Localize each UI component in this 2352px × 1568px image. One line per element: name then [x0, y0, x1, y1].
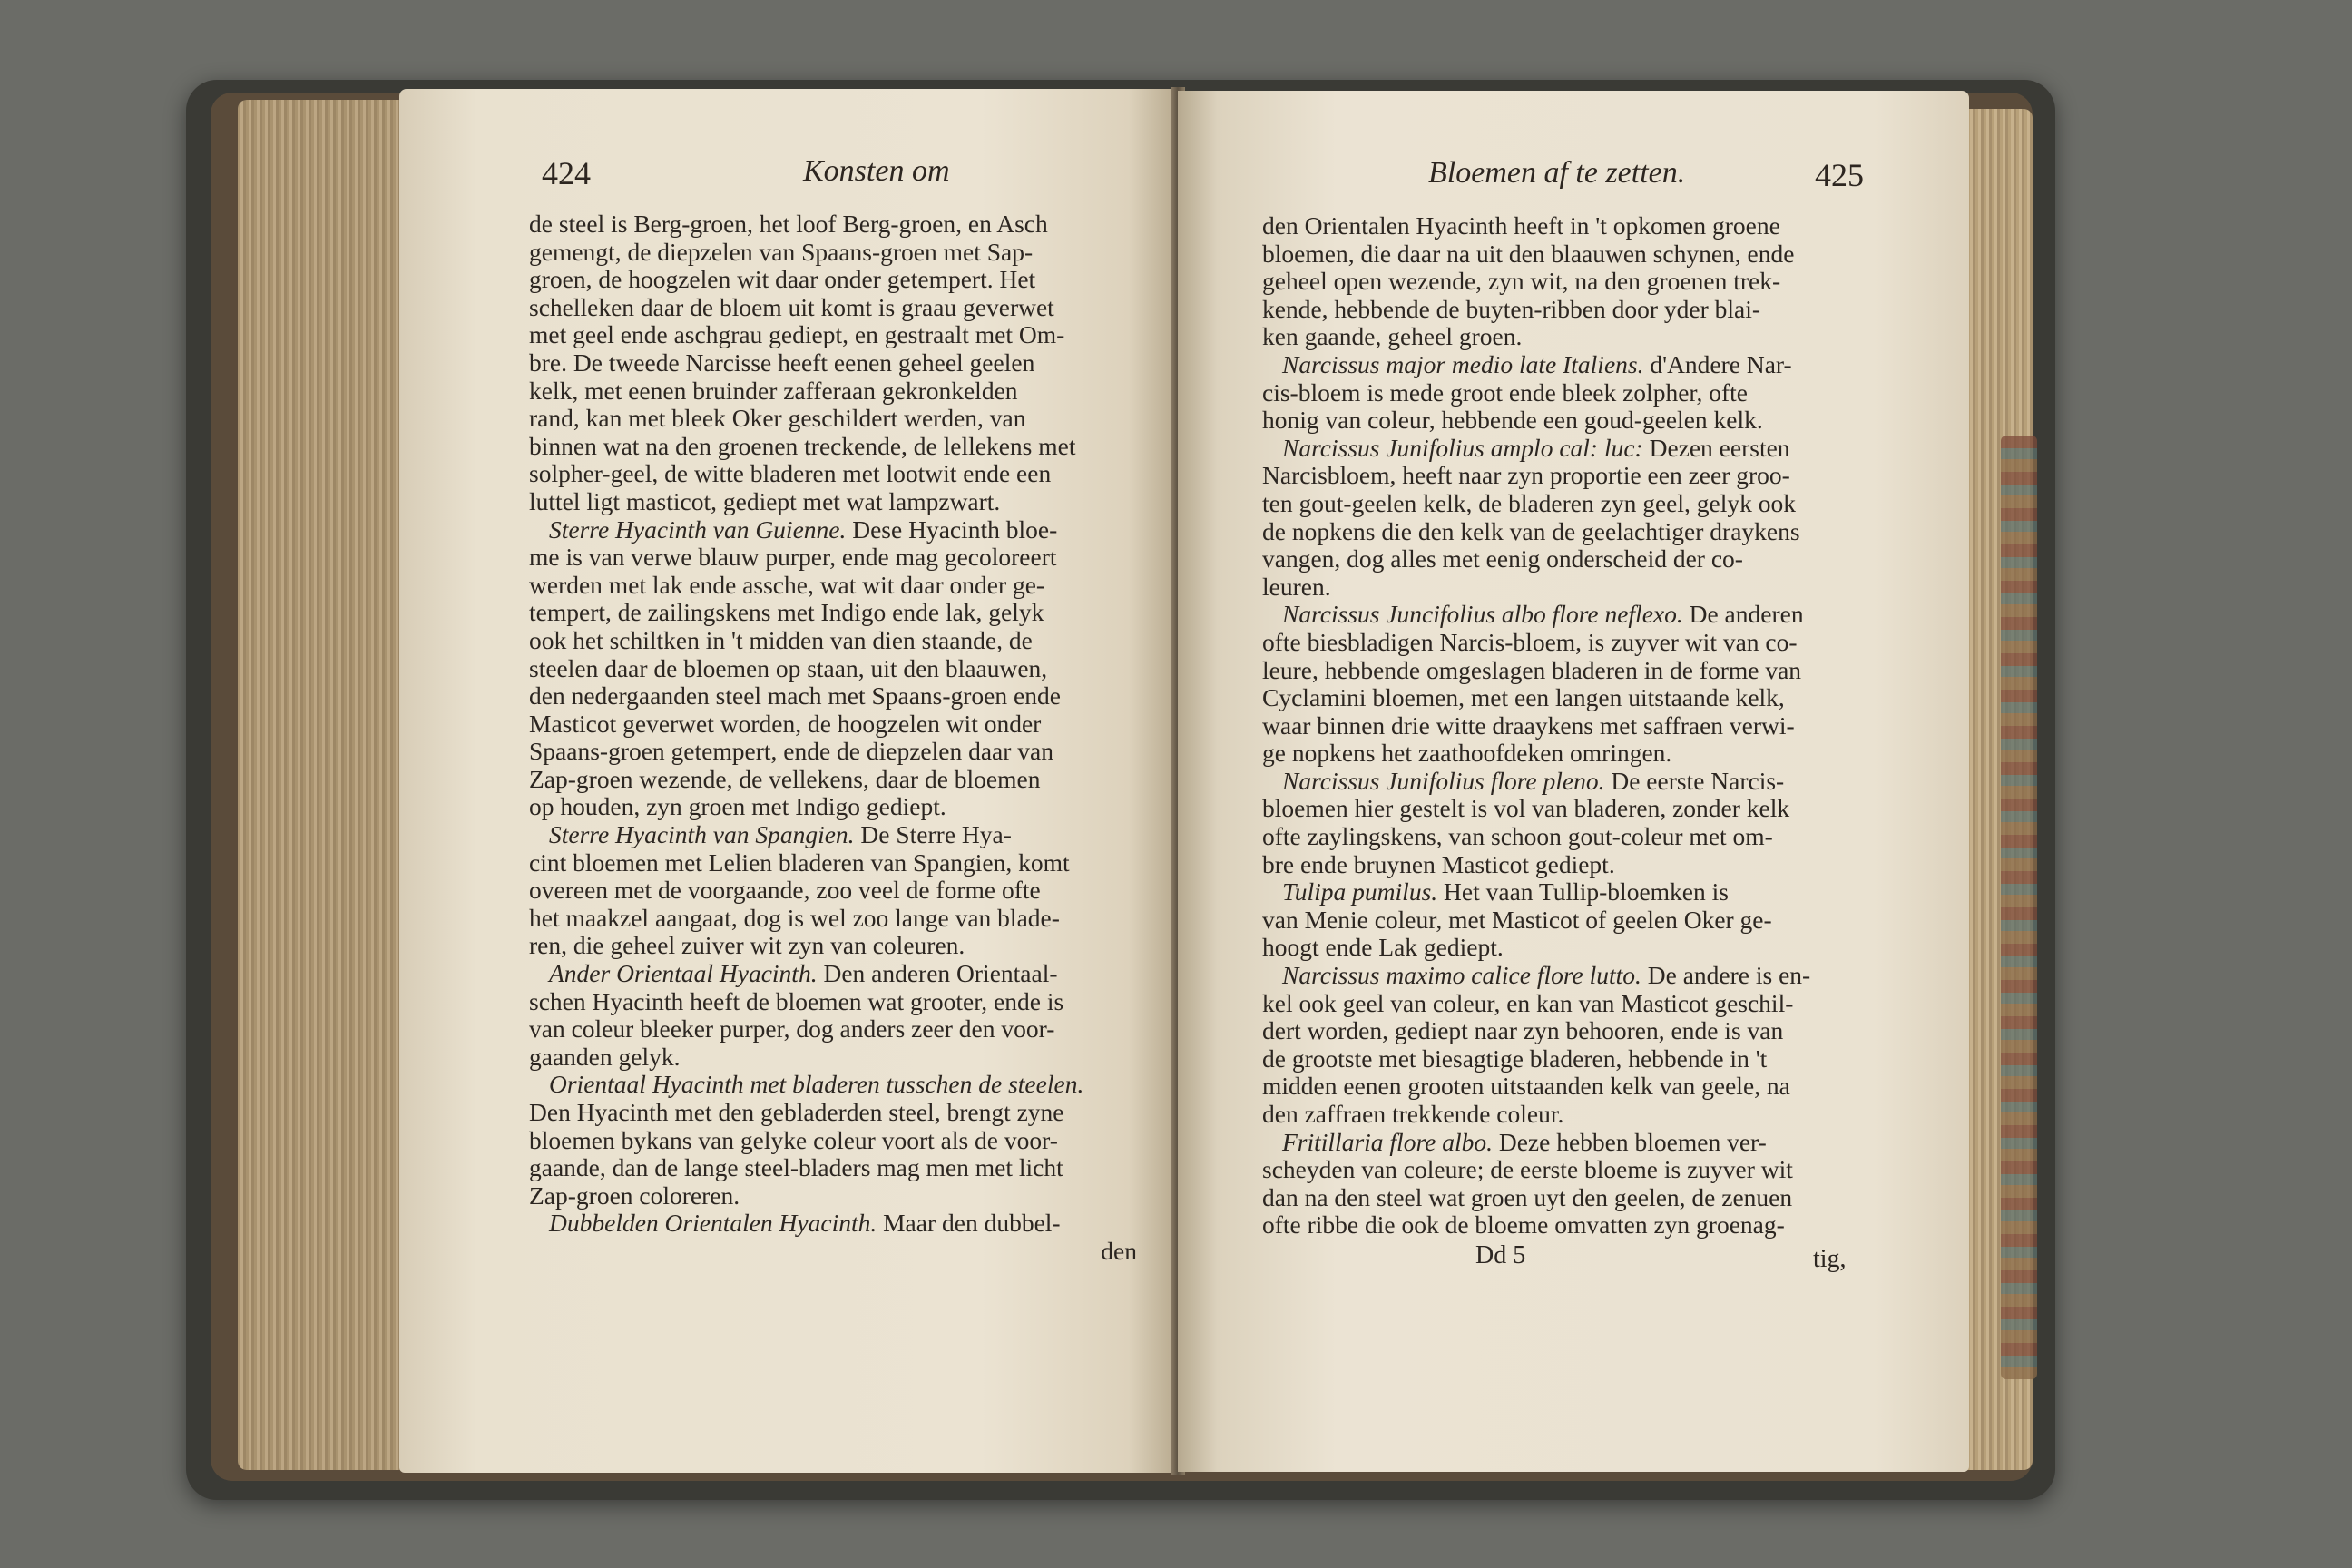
text-line: scheyden van coleure; de eerste bloeme is zuyver wit — [1262, 1155, 1793, 1184]
text-line: van coleur bleeker purper, dog anders zeer den voor- — [529, 1014, 1055, 1044]
text-line: bloemen bykans van gelyke coleur voort als de voor- — [529, 1125, 1058, 1154]
text-line: de steel is Berg-groen, het loof Berg-groen, en Asch — [529, 210, 1048, 238]
text-line: kel ook geel van coleur, en kan van Masticot geschil- — [1262, 988, 1794, 1017]
text-line: Zap-groen coloreren. — [529, 1181, 740, 1210]
text-line: Narcissus Junifolius amplo cal: luc: Dezen eersten — [1282, 433, 1790, 462]
catchword: tig, — [1813, 1245, 1847, 1273]
text-line: tempert, de zailingskens met Indigo ende lak, gelyk — [529, 598, 1044, 627]
text-line: Ander Orientaal Hyacinth. Den anderen Orientaal- — [549, 959, 1058, 988]
text-line: honig van coleur, hebbende een goud-geelen kelk. — [1262, 406, 1763, 435]
text-line: ren, die geheel zuiver wit zyn van coleuren. — [529, 931, 965, 960]
text-line: binnen wat na den groenen treckende, de lellekens met — [529, 431, 1076, 460]
text-line: ten gout-geelen kelk, de bladeren zyn geel, gelyk ook — [1262, 488, 1796, 517]
text-line: midden eenen grooten uitstaanden kelk van geele, na — [1262, 1072, 1790, 1101]
text-line: Cyclamini bloemen, met een langen uitstaande kelk, — [1262, 683, 1785, 712]
text-line: den Orientalen Hyacinth heeft in 't opkomen groene — [1262, 211, 1780, 240]
text-line: hoogt ende Lak gediept. — [1262, 933, 1504, 962]
right-page-text — [1262, 212, 1872, 1240]
text-line: den zaffraen trekkende coleur. — [1262, 1100, 1564, 1128]
text-line: steelen daar de bloemen op staan, uit den blaauwen, — [529, 653, 1048, 682]
text-line: bre. De tweede Narcisse heeft eenen geheel geelen — [529, 348, 1035, 377]
text-line: Sterre Hyacinth van Guienne. Dese Hyacinth bloe- — [549, 514, 1058, 544]
left-page-number: 424 — [542, 155, 591, 191]
text-line: dan na den steel wat groen uyt den geelen, de zenuen — [1262, 1182, 1793, 1211]
text-line: Narcisbloem, heeft naar zyn proportie een zeer groo- — [1262, 461, 1790, 490]
text-line: gemengt, de diepzelen van Spaans-groen met Sap- — [529, 237, 1034, 266]
text-line: overeen met de voorgaande, zoo veel de forme ofte — [529, 876, 1041, 905]
text-line: de grootste met biesagtige bladeren, hebbende in 't — [1262, 1044, 1768, 1073]
text-line: Orientaal Hyacinth met bladeren tusschen de steelen. — [549, 1070, 1084, 1099]
text-line: bloemen hier gestelt is vol van bladeren, zonder kelk — [1262, 794, 1790, 823]
text-line: kelk, met eenen bruinder zafferaan gekronkelden — [529, 376, 1018, 405]
left-running-head: Konsten om — [803, 154, 950, 188]
text-line: werden met lak ende assche, wat wit daar onder ge- — [529, 570, 1045, 599]
left-page — [399, 89, 1175, 1473]
text-line: schen Hyacinth heeft de bloemen wat grooter, ende is — [529, 986, 1064, 1015]
text-line: waar binnen drie witte draaykens met saffraen verwi- — [1262, 710, 1795, 740]
text-line: bre ende bruynen Masticot gediept. — [1262, 849, 1615, 878]
left-page-text — [529, 211, 1137, 1266]
text-line: Fritillaria flore albo. Deze hebben bloemen ver- — [1282, 1127, 1767, 1156]
text-line: cis-bloem is mede groot ende bleek zolpher, ofte — [1262, 377, 1748, 407]
text-line: de nopkens die den kelk van de geelachtiger draykens — [1262, 516, 1800, 545]
text-line: van Menie coleur, met Masticot of geelen Oker ge- — [1262, 905, 1772, 934]
headband — [2001, 436, 2037, 1379]
text-line: luttel ligt masticot, gediept met wat lampzwart. — [529, 486, 1001, 515]
text-line: ge nopkens het zaathoofdeken omringen. — [1262, 739, 1672, 768]
text-line: kende, hebbende de buyten-ribben door yder blai- — [1262, 294, 1761, 323]
text-line: leuren. — [1262, 572, 1331, 601]
text-line: het maakzel aangaat, dog is wel zoo lange van blade- — [529, 903, 1060, 932]
text-line: geheel open wezende, zyn wit, na den groenen trek- — [1262, 267, 1781, 296]
text-line: ook het schiltken in 't midden van dien staande, de — [529, 625, 1033, 654]
text-line: gaanden gelyk. — [529, 1042, 681, 1071]
text-line: gaande, dan de lange steel-bladers mag men met licht — [529, 1153, 1063, 1182]
text-line: den nedergaanden steel mach met Spaans-groen ende — [529, 681, 1061, 710]
right-running-head: Bloemen af te zetten. — [1428, 156, 1686, 190]
text-line: groen, de hoogzelen wit daar onder getempert. Het — [529, 265, 1036, 294]
left-page-edges — [238, 100, 410, 1470]
text-line: ofte zaylingskens, van schoon gout-coleur met om- — [1262, 822, 1773, 851]
text-line: Narcissus Juncifolius albo flore neflexo. De anderen — [1282, 600, 1804, 629]
text-line: cint bloemen met Lelien bladeren van Spangien, komt — [529, 848, 1070, 877]
text-line: met geel ende aschgrau gediept, en gestraalt met Om- — [529, 320, 1065, 349]
text-line: dert worden, gediept naar zyn behooren, ende is van — [1262, 1016, 1784, 1045]
right-page — [1178, 91, 1969, 1472]
text-line: Narcissus major medio late Italiens. d'Andere Nar- — [1282, 349, 1792, 378]
signature-mark: Dd 5 — [1475, 1241, 1526, 1269]
text-line: den — [1101, 1236, 1137, 1265]
text-line: bloemen, die daar na uit den blaauwen schynen, ende — [1262, 239, 1795, 268]
text-line: Tulipa pumilus. Het vaan Tullip-bloemken is — [1282, 877, 1729, 906]
text-line: leure, hebbende omgeslagen bladeren in de forme van — [1262, 655, 1802, 684]
text-line: op houden, zyn groen met Indigo gediept. — [529, 792, 946, 821]
text-line: Narcissus Junifolius flore pleno. De eerste Narcis- — [1282, 766, 1785, 795]
text-line: ken gaande, geheel groen. — [1262, 322, 1523, 351]
text-line: Spaans-groen getempert, ende de diepzelen daar van — [529, 737, 1054, 766]
text-line: Narcissus maximo calice flore lutto. De andere is en- — [1282, 961, 1811, 990]
text-line: Zap-groen wezende, de vellekens, daar de bloemen — [529, 764, 1041, 793]
text-line: rand, kan met bleek Oker geschildert werden, van — [529, 404, 1026, 433]
text-line: ofte biesbladigen Narcis-bloem, is zuyver wit van co- — [1262, 627, 1798, 656]
text-line: Sterre Hyacinth van Spangien. De Sterre Hya- — [549, 820, 1012, 849]
text-line: me is van verwe blauw purper, ende mag gecoloreert — [529, 543, 1057, 572]
text-line: Masticot geverwet worden, de hoogzelen wit onder — [529, 709, 1042, 738]
text-line: schelleken daar de bloem uit komt is graau geverwet — [529, 292, 1054, 321]
right-page-number: 425 — [1815, 157, 1864, 193]
text-line: Den Hyacinth met den gebladerden steel, brengt zyne — [529, 1098, 1064, 1126]
text-line: ofte ribbe die ook de bloeme omvatten zyn groenag- — [1262, 1210, 1785, 1240]
text-line: vangen, dog alles met eenig onderscheid der co- — [1262, 544, 1743, 573]
text-line: Dubbelden Orientalen Hyacinth. Maar den dubbel- — [549, 1209, 1061, 1238]
text-line: solpher-geel, de witte bladeren met lootwit ende een — [529, 459, 1052, 488]
